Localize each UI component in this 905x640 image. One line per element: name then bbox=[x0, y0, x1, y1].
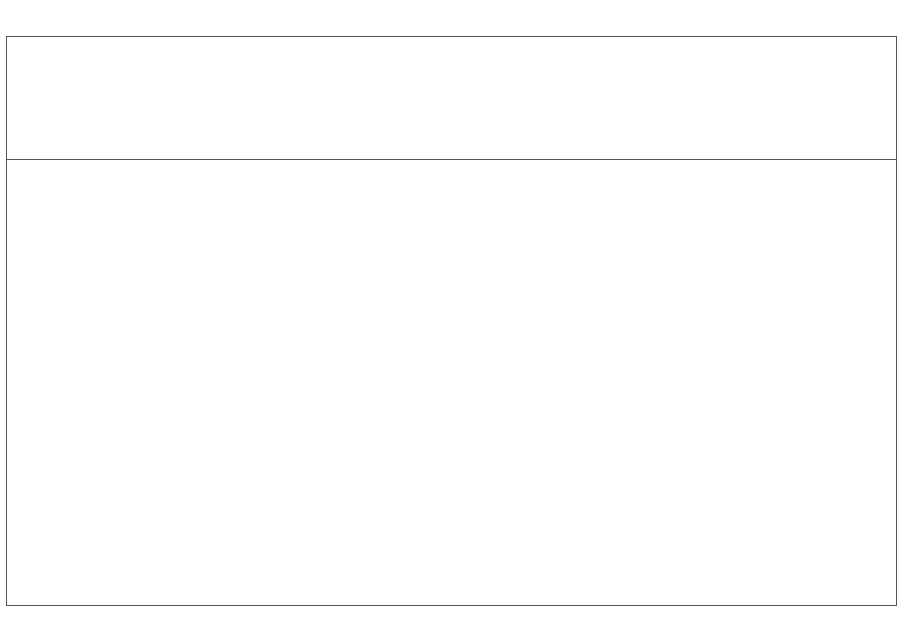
registry-table bbox=[6, 36, 897, 606]
column-numbers-row bbox=[7, 155, 896, 160]
